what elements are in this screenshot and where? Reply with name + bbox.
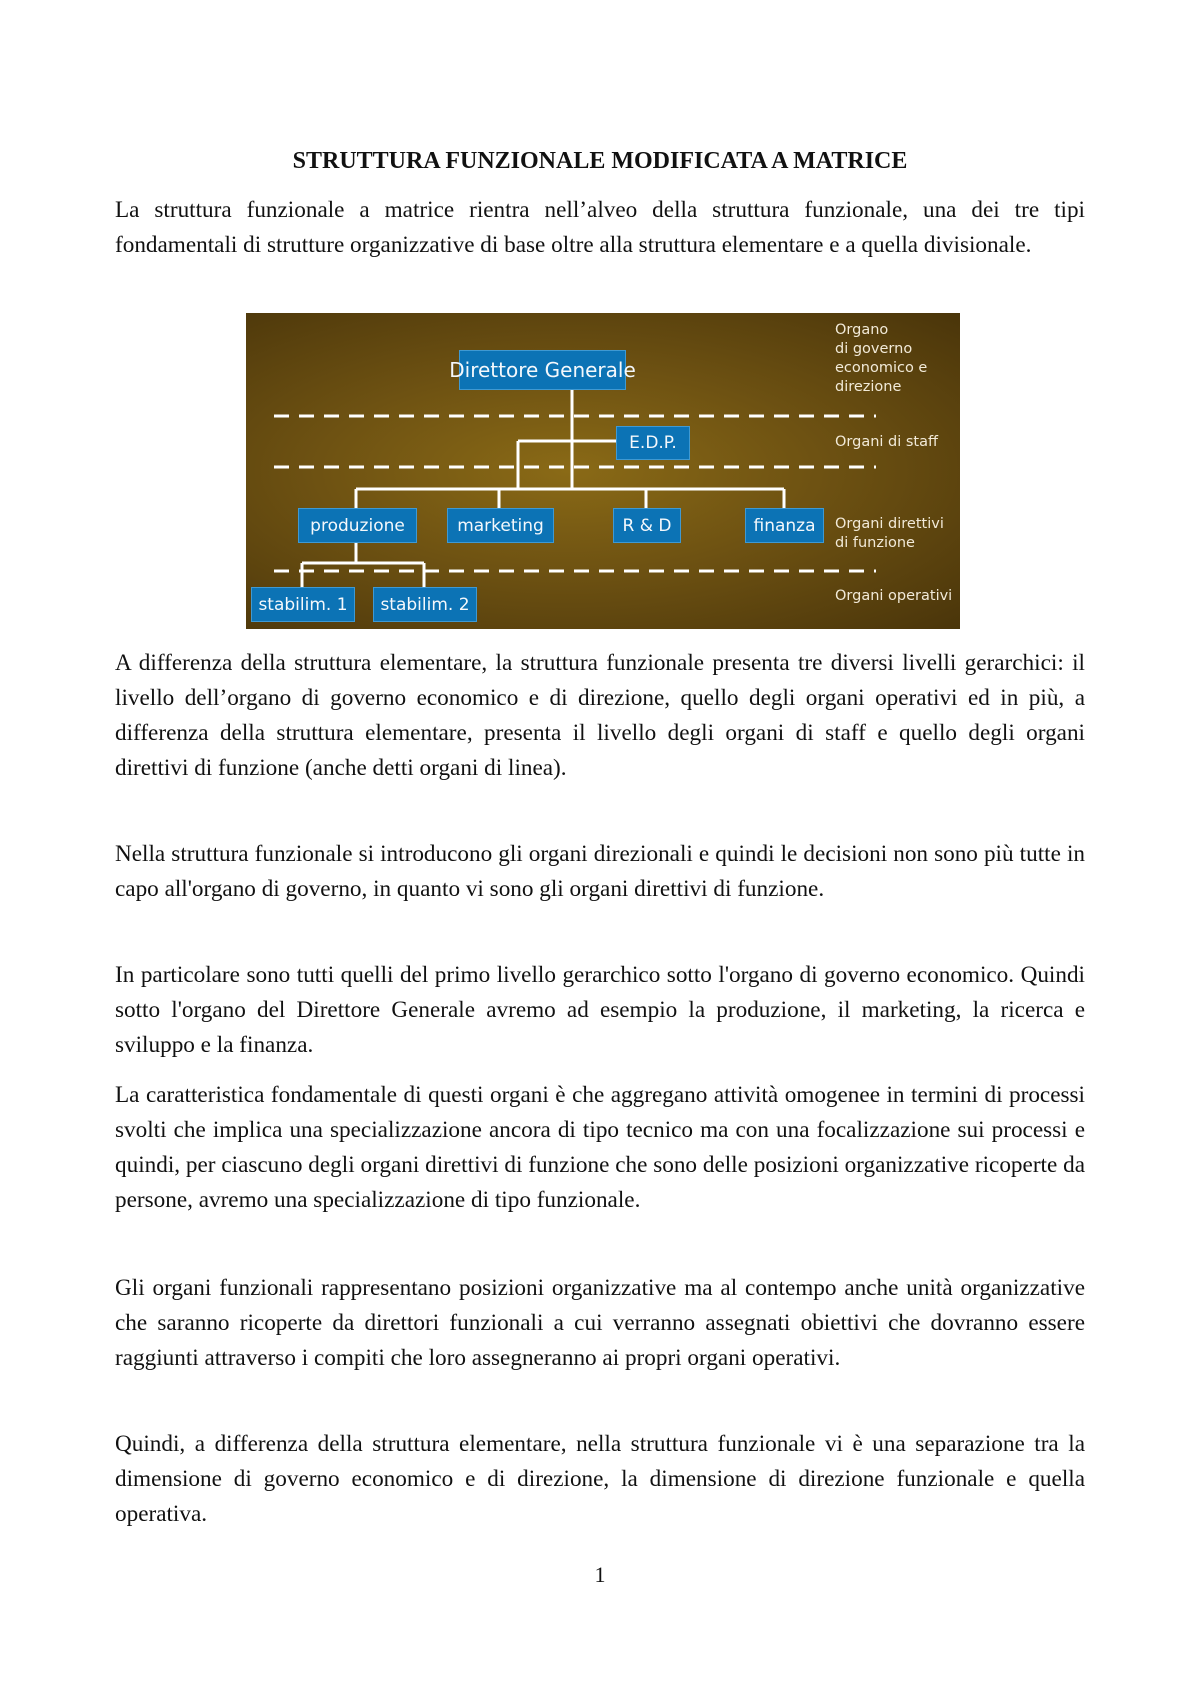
box-direttore-generale: Direttore Generale bbox=[459, 350, 626, 390]
organigram-figure bbox=[246, 313, 960, 629]
paragraph-livelli: A differenza della struttura elementare, la struttura funzionale presenta tre diversi livelli gerarchici: il livello dell’organo di governo economico e di direzione, quello degli organi operativi ed in più, a differenza della struttura elementare, presenta il livello degli organi di staff e quello degli organi direttivi di funzione (anche detti organi di linea). bbox=[115, 650, 1085, 781]
box-rd: R & D bbox=[613, 508, 681, 543]
box-finanza: finanza bbox=[745, 508, 824, 543]
box-marketing: marketing bbox=[447, 508, 554, 543]
box-stabilimento-2: stabilim. 2 bbox=[373, 587, 477, 622]
paragraph-organi-funzionali: Gli organi funzionali rappresentano posizioni organizzative ma al contempo anche unità organizzative che saranno ricoperte da direttori funzionali a cui verranno assegnati obiettivi che dovranno essere raggiunti attraverso i compiti che loro assegneranno ai propri organi operativi. bbox=[115, 1275, 1085, 1371]
paragraph-conclusione: Quindi, a differenza della struttura elementare, nella struttura funzionale vi è una separazione tra la dimensione di governo economico e di direzione, la dimensione di direzione funzionale e quella operativa. bbox=[115, 1431, 1085, 1527]
page-number: 1 bbox=[594, 1562, 606, 1587]
document-title: STRUTTURA FUNZIONALE MODIFICATA A MATRICE bbox=[292, 148, 908, 174]
paragraph-caratteristica: La caratteristica fondamentale di questi organi è che aggregano attività omogenee in termini di processi svolti che implica una specializzazione ancora di tipo tecnico ma con una focalizzazione sui processi e quindi, per ciascuno degli organi direttivi di funzione che sono delle posizioni organizzative ricoperte da persone, avremo una specializzazione di tipo funzionale. bbox=[115, 1082, 1085, 1213]
level-label-operativi: Organi operativi bbox=[835, 588, 953, 604]
box-produzione: produzione bbox=[298, 508, 417, 543]
paragraph-organi-direzionali: Nella struttura funzionale si introducono gli organi direzionali e quindi le decisioni non sono più tutte in capo all'organo di governo, in quanto vi sono gli organi direttivi di funzione. bbox=[115, 841, 1085, 902]
level-label-staff: Organi di staff bbox=[835, 434, 938, 450]
level-label-governo: Organo di governo economico e direzione bbox=[835, 322, 928, 395]
paragraph-intro: La struttura funzionale a matrice rientra nell’alveo della struttura funzionale, una dei tre tipi fondamentali di strutture organizzative di base oltre alla struttura elementare e a quella divisionale. bbox=[115, 197, 1085, 258]
box-stabilimento-1: stabilim. 1 bbox=[251, 587, 355, 622]
level-label-direttivi: Organi direttivi di funzione bbox=[835, 516, 944, 551]
box-edp: E.D.P. bbox=[616, 426, 690, 460]
paragraph-primo-livello: In particolare sono tutti quelli del primo livello gerarchico sotto l'organo di governo economico. Quindi sotto l'organo del Direttore Generale avremo ad esempio la produzione, il marketing, la ricerca e sviluppo e la finanza. bbox=[115, 962, 1085, 1058]
